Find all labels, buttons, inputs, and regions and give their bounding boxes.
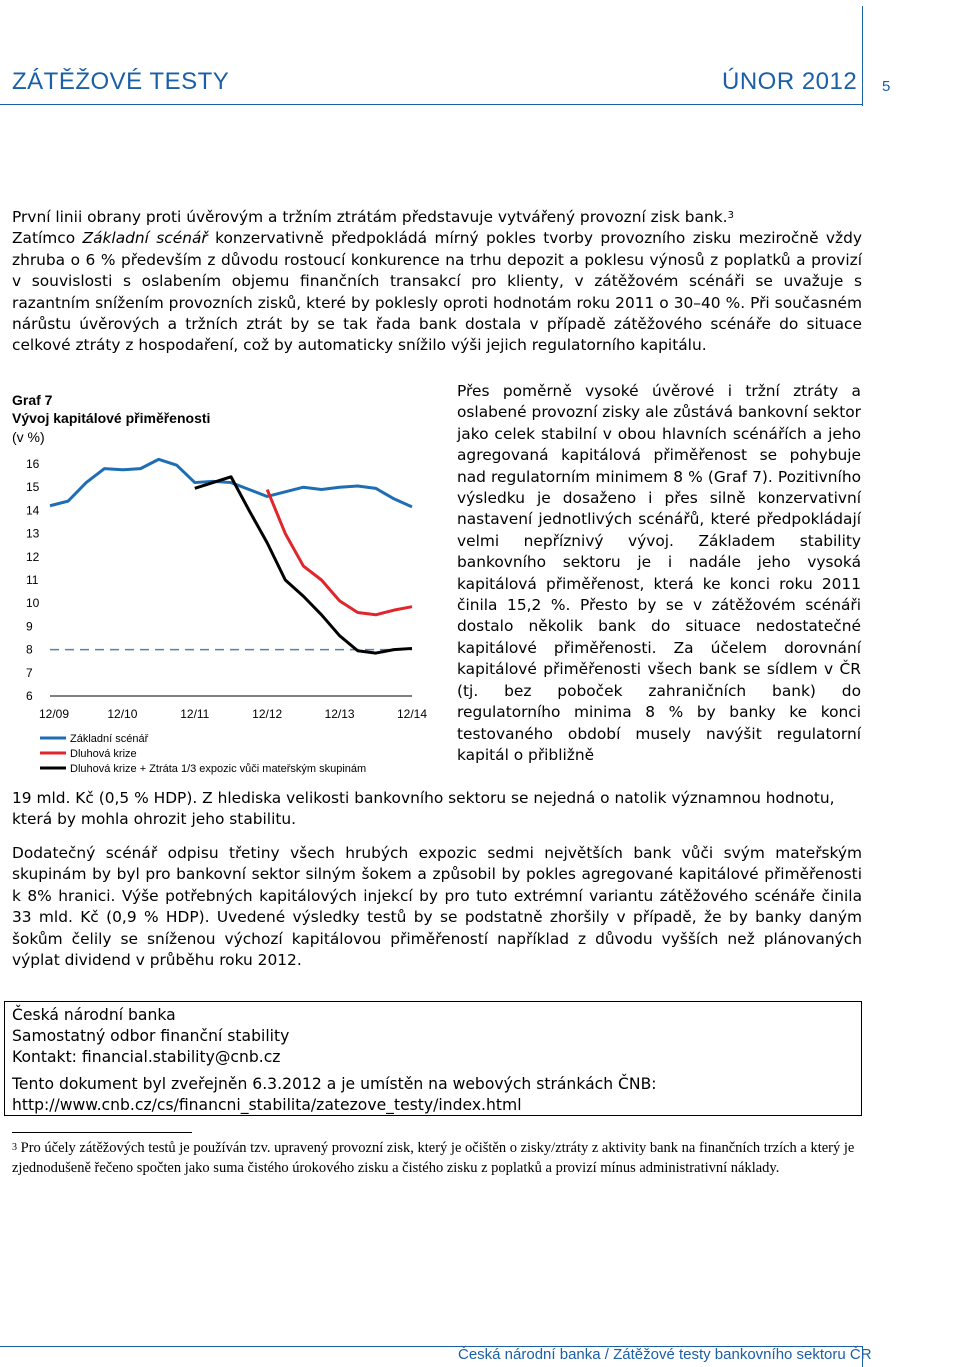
y-tick-label: 14: [26, 503, 40, 518]
contact-email[interactable]: Kontakt: financial.stability@cnb.cz: [12, 1048, 281, 1066]
footnote-text: Pro účely zátěžových testů je používán tzv. upravený provozní zisk, který je očištěn o zisky/ztráty z aktivity bank na finančních trzích a který je zjednodušeně řečeno spočten jako suma čistého úrokového zisku a čistého zisku z poplatků a provizí mínus administrativní náklady.: [12, 1140, 855, 1176]
y-tick-label: 15: [26, 480, 40, 495]
y-tick-label: 11: [26, 573, 39, 587]
page-number: 5: [882, 78, 891, 95]
series-line-0: [50, 459, 412, 507]
footer-text: Česká národní banka / Zátěžové testy bankovního sektoru ČR: [458, 1346, 872, 1363]
x-tick-label: 12/13: [324, 707, 355, 721]
y-tick-label: 6: [26, 689, 33, 703]
contact-dept: Samostatný odbor finanční stability: [12, 1027, 290, 1045]
y-tick-label: 9: [26, 619, 33, 634]
y-tick-label: 8: [26, 642, 33, 657]
graph-label: Graf 7: [12, 392, 53, 408]
x-tick-label: 12/10: [107, 707, 138, 721]
y-tick-label: 7: [26, 665, 33, 680]
legend-label: Základní scénář: [70, 733, 149, 745]
footnote-number: 3: [12, 1142, 17, 1153]
x-tick-label: 12/09: [38, 707, 70, 721]
paragraph-text-b: konzervativně předpokládá mírný pokles tvorby provozního zisku meziročně vždy zhruba o 6 % především z důvodu rostoucí konkurence na trhu depozit a poklesu výnosů z poplatků a provizí v souvislosti s oslabením objemu finančních transakcí pro klienty, v zátěžovém scénáři se uvažuje s razantním snížením provozních zisků, které by poklesly oproti hodnotám roku 2011 o 30–40 %. Při současném nárůstu úvěrových a tržních ztrát by se tak řada bank dostala v případě zátěžového scénáře do situace celkové ztráty z hospodaření, což by automaticky snížilo výši jejich regulatorního kapitálu.: [12, 229, 862, 355]
y-tick-label: 13: [26, 526, 40, 541]
x-tick-label: 12/11: [180, 707, 210, 721]
legend-label: Dluhová krize: [70, 748, 137, 760]
x-tick-label: 12/14: [396, 707, 428, 721]
header-vertical-divider: [862, 6, 863, 106]
paragraph-first-sentence: První linii obrany proti úvěrovým a tržním ztrátám představuje vytvářený provozní zisk bank.: [12, 208, 728, 226]
scenario-name: Základní scénář: [82, 229, 208, 248]
header-date: ÚNOR 2012: [722, 68, 858, 95]
contact-org: Česká národní banka: [12, 1006, 176, 1024]
graph-unit: (v %): [12, 429, 45, 445]
y-tick-label: 12: [26, 549, 40, 564]
side-paragraph: Přes poměrně vysoké úvěrové i tržní ztráty a oslabené provozní zisky ale zůstává bankovní sektor jako celek stabilní v obou hlavních scénářích a jeho agregovaná kapitálová přiměřenost se pohybuje nad regulatorním minimem 8 % (Graf 7). Pozitivního výsledku je dosaženo i přes silně konzervativní nastavení jednotlivých scénářů, které předpokládají velmi nepříznivý vývoj. Základem stability bankovního sektoru je i nadále jeho vysoká kapitálová přiměřenost, která ke konci roku 2011 činila 15,2 %. Přesto by se v zátěžovém scénáři dostalo několik bank do situace nedostatečné kapitálové přiměřenosti. Za účelem dorovnání kapitálové přiměřenosti všech bank se sídlem v ČR (tj. bez poboček zahraničních bank) do regulatorního minima 8 % by banky ke konci testovaného období musely navýšit regulatorní kapitál o přibližně: [457, 382, 861, 764]
paragraph-text-a: Zatímco: [12, 229, 83, 248]
footnote-ref[interactable]: 3: [727, 210, 734, 221]
legend-label: Dluhová krize + Ztráta 1/3 expozic vůči mateřským skupinám: [70, 763, 367, 775]
paragraph-additional-scenario: Dodatečný scénář odpisu třetiny všech hrubých expozic sedmi největších bank vůči svým mateřským skupinám by byl pro bankovní sektor silným šokem a způsobil by pokles agregované kapitálové přiměřenosti k 8% hranici. Výše potřebných kapitálových injekcí by pro tuto extrémní variantu zátěžového scénáře činila 33 mld. Kč (0,9 % HDP). Uvedené výsledky testů by se podstatně zhoršily v případě, že by banky daným šokům čelily se sníženou výchozí kapitálovou přiměřeností například z důvodu vyšších než plánovaných výplat dividend v průběhu roku 2012.: [12, 844, 862, 970]
paragraph-continuation: 19 mld. Kč (0,5 % HDP). Z hlediska velikosti bankovního sektoru se nejedná o natolik významnou hodnotu, která by mohla ohrozit jeho stabilitu.: [12, 789, 835, 829]
graph-title: Vývoj kapitálové přiměřenosti: [12, 410, 211, 426]
y-tick-label: 16: [26, 457, 40, 471]
y-tick-label: 10: [26, 596, 40, 611]
contact-box: [4, 1001, 862, 1116]
footnote: [12, 1138, 862, 1178]
x-tick-label: 12/12: [252, 707, 283, 721]
capital-adequacy-chart: [0, 448, 440, 788]
header-divider: [0, 104, 862, 105]
series-line-1: [267, 490, 412, 615]
header-title: ZÁTĚŽOVÉ TESTY: [12, 68, 230, 95]
document-url-link[interactable]: http://www.cnb.cz/cs/financni_stabilita/zatezove_testy/index.html: [12, 1096, 522, 1114]
published-note: Tento dokument byl zveřejněn 6.3.2012 a je umístěn na webových stránkách ČNB:: [12, 1075, 657, 1093]
paragraph-operating-profit: [12, 207, 862, 357]
footnote-separator: [12, 1132, 192, 1133]
